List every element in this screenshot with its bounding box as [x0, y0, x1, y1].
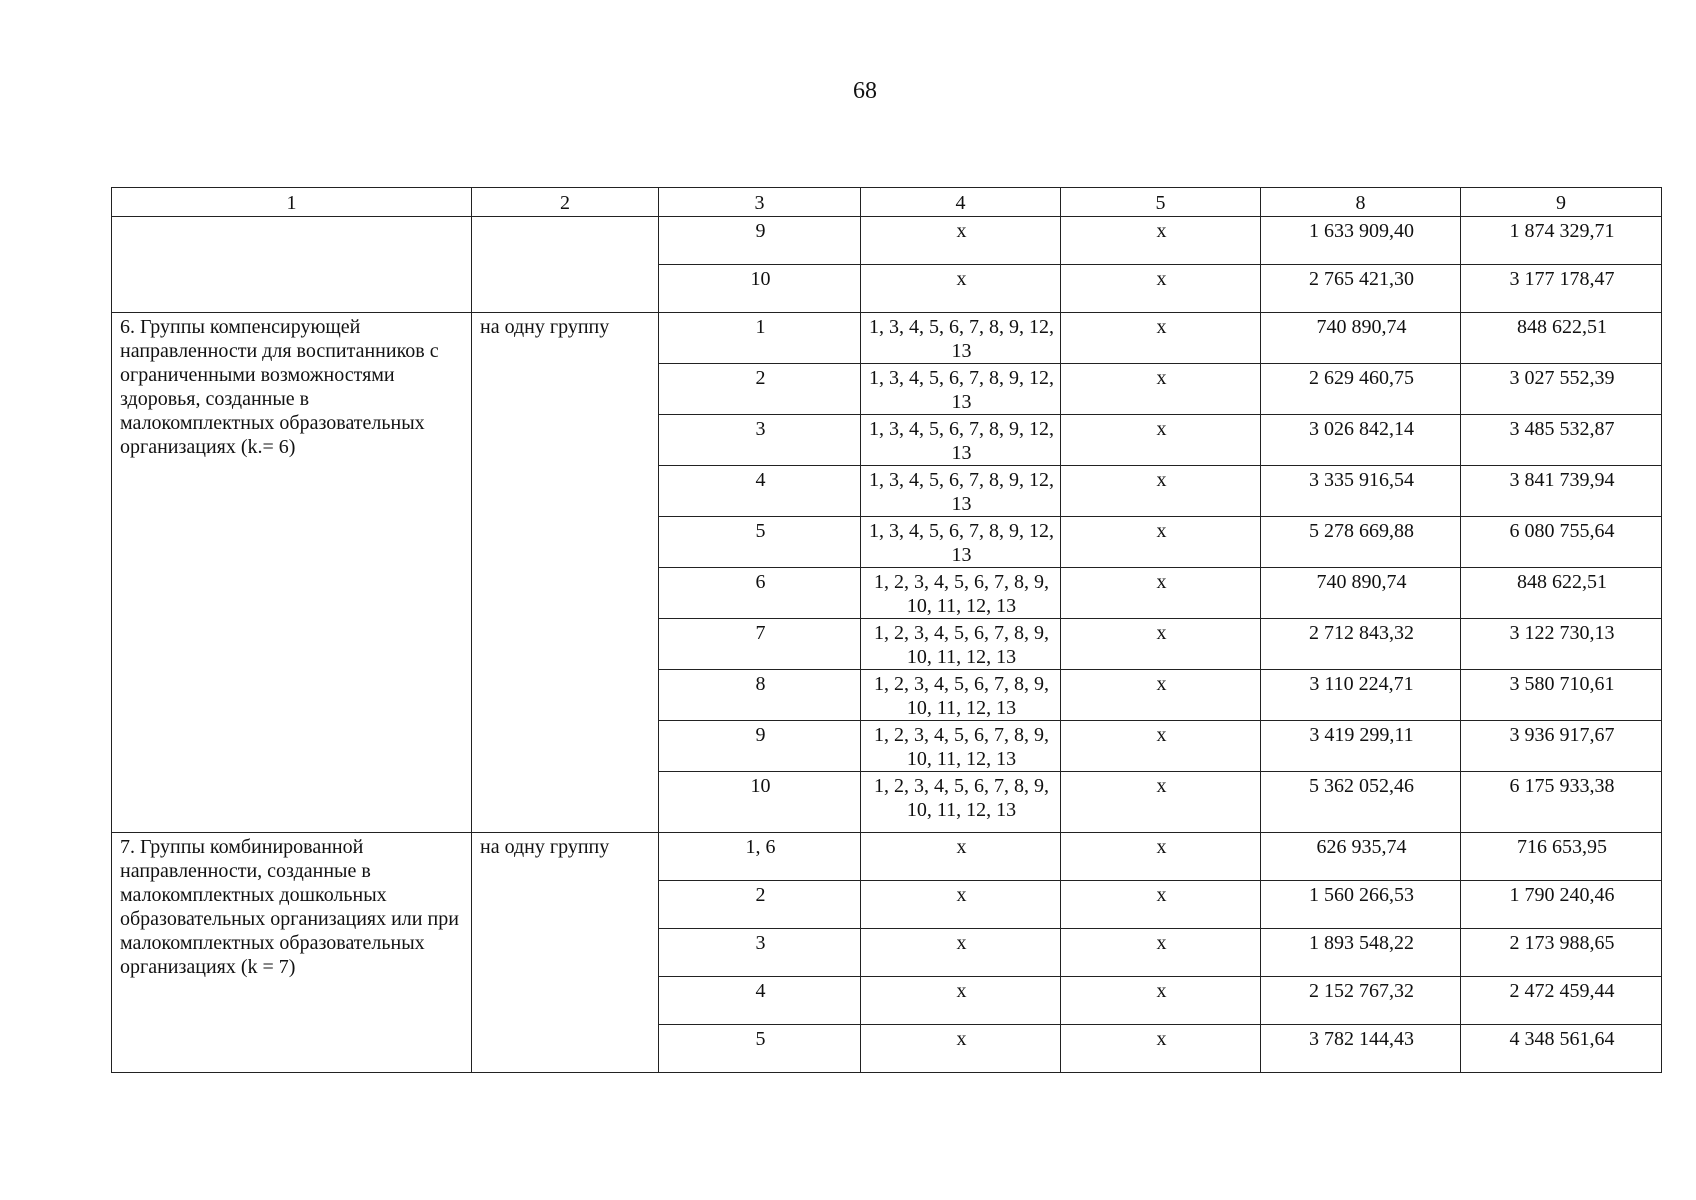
cell-col3: 5 — [659, 517, 861, 568]
cell-col8: 740 890,74 — [1261, 568, 1461, 619]
cell-col4: 1, 3, 4, 5, 6, 7, 8, 9, 12, 13 — [861, 517, 1061, 568]
group-name-cell: 7. Группы комбинированной направленности, созданные в малокомплектных дошкольных образовательных организациях или при малокомплектных образовательных организациях (k = 7) — [112, 833, 472, 1073]
cell-col4: x — [861, 929, 1061, 977]
cell-col8: 1 560 266,53 — [1261, 881, 1461, 929]
cell-col4: x — [861, 217, 1061, 265]
column-header: 3 — [659, 188, 861, 217]
cell-col5: x — [1061, 929, 1261, 977]
cell-col5: x — [1061, 977, 1261, 1025]
cell-col8: 2 712 843,32 — [1261, 619, 1461, 670]
cell-col8: 2 765 421,30 — [1261, 265, 1461, 313]
column-header: 4 — [861, 188, 1061, 217]
page-number: 68 — [853, 78, 877, 104]
cell-col9: 2 173 988,65 — [1461, 929, 1662, 977]
cell-col8: 2 629 460,75 — [1261, 364, 1461, 415]
column-header: 2 — [472, 188, 659, 217]
cell-col4: 1, 2, 3, 4, 5, 6, 7, 8, 9, 10, 11, 12, 13 — [861, 772, 1061, 833]
cell-col8: 3 110 224,71 — [1261, 670, 1461, 721]
cell-col3: 9 — [659, 217, 861, 265]
cell-col9: 3 485 532,87 — [1461, 415, 1662, 466]
cell-col3: 9 — [659, 721, 861, 772]
cell-col9: 4 348 561,64 — [1461, 1025, 1662, 1073]
group-name-cell: 6. Группы компенсирующей направленности для воспитанников с ограниченными возможностями здоровья, созданные в малокомплектных образовательных организациях (k.= 6) — [112, 313, 472, 833]
cell-col5: x — [1061, 217, 1261, 265]
group-name-cell — [112, 217, 472, 313]
cell-col3: 3 — [659, 415, 861, 466]
cell-col4: x — [861, 881, 1061, 929]
table-row — [112, 313, 1662, 364]
cell-col5: x — [1061, 721, 1261, 772]
cell-col3: 4 — [659, 977, 861, 1025]
column-header: 5 — [1061, 188, 1261, 217]
cell-col5: x — [1061, 1025, 1261, 1073]
group-unit-cell: на одну группу — [472, 313, 659, 833]
cell-col9: 3 027 552,39 — [1461, 364, 1662, 415]
table-row — [112, 217, 1662, 265]
cell-col8: 1 893 548,22 — [1261, 929, 1461, 977]
cell-col4: 1, 2, 3, 4, 5, 6, 7, 8, 9, 10, 11, 12, 13 — [861, 568, 1061, 619]
cell-col9: 3 841 739,94 — [1461, 466, 1662, 517]
cell-col5: x — [1061, 466, 1261, 517]
cell-col8: 3 335 916,54 — [1261, 466, 1461, 517]
cell-col5: x — [1061, 881, 1261, 929]
cell-col4: 1, 3, 4, 5, 6, 7, 8, 9, 12, 13 — [861, 364, 1061, 415]
group-unit-cell — [472, 217, 659, 313]
cell-col4: 1, 2, 3, 4, 5, 6, 7, 8, 9, 10, 11, 12, 13 — [861, 721, 1061, 772]
cell-col5: x — [1061, 772, 1261, 833]
cell-col8: 2 152 767,32 — [1261, 977, 1461, 1025]
cell-col8: 5 362 052,46 — [1261, 772, 1461, 833]
cell-col9: 1 790 240,46 — [1461, 881, 1662, 929]
column-header: 9 — [1461, 188, 1662, 217]
cell-col9: 848 622,51 — [1461, 313, 1662, 364]
data-table — [111, 187, 1662, 1073]
cell-col4: x — [861, 833, 1061, 881]
cell-col5: x — [1061, 568, 1261, 619]
cell-col3: 6 — [659, 568, 861, 619]
cell-col4: 1, 3, 4, 5, 6, 7, 8, 9, 12, 13 — [861, 313, 1061, 364]
cell-col3: 5 — [659, 1025, 861, 1073]
cell-col3: 7 — [659, 619, 861, 670]
cell-col9: 3 122 730,13 — [1461, 619, 1662, 670]
cell-col4: 1, 2, 3, 4, 5, 6, 7, 8, 9, 10, 11, 12, 13 — [861, 619, 1061, 670]
cell-col3: 2 — [659, 364, 861, 415]
cell-col4: x — [861, 265, 1061, 313]
cell-col8: 5 278 669,88 — [1261, 517, 1461, 568]
cell-col3: 10 — [659, 265, 861, 313]
cell-col9: 3 177 178,47 — [1461, 265, 1662, 313]
cell-col5: x — [1061, 364, 1261, 415]
cell-col9: 2 472 459,44 — [1461, 977, 1662, 1025]
cell-col5: x — [1061, 265, 1261, 313]
cell-col3: 10 — [659, 772, 861, 833]
cell-col9: 3 936 917,67 — [1461, 721, 1662, 772]
cell-col5: x — [1061, 313, 1261, 364]
column-header: 1 — [112, 188, 472, 217]
cell-col4: 1, 2, 3, 4, 5, 6, 7, 8, 9, 10, 11, 12, 13 — [861, 670, 1061, 721]
cell-col8: 1 633 909,40 — [1261, 217, 1461, 265]
cell-col8: 3 419 299,11 — [1261, 721, 1461, 772]
cell-col9: 6 080 755,64 — [1461, 517, 1662, 568]
cell-col9: 1 874 329,71 — [1461, 217, 1662, 265]
cell-col9: 6 175 933,38 — [1461, 772, 1662, 833]
cell-col5: x — [1061, 619, 1261, 670]
header-row — [112, 188, 1662, 217]
cell-col4: x — [861, 977, 1061, 1025]
cell-col8: 3 026 842,14 — [1261, 415, 1461, 466]
cell-col3: 1 — [659, 313, 861, 364]
cell-col3: 2 — [659, 881, 861, 929]
cell-col3: 8 — [659, 670, 861, 721]
table-row — [112, 833, 1662, 881]
cell-col5: x — [1061, 415, 1261, 466]
cell-col5: x — [1061, 670, 1261, 721]
cell-col9: 716 653,95 — [1461, 833, 1662, 881]
cell-col8: 3 782 144,43 — [1261, 1025, 1461, 1073]
group-unit-cell: на одну группу — [472, 833, 659, 1073]
cell-col3: 3 — [659, 929, 861, 977]
cell-col4: 1, 3, 4, 5, 6, 7, 8, 9, 12, 13 — [861, 466, 1061, 517]
cell-col9: 848 622,51 — [1461, 568, 1662, 619]
column-header: 8 — [1261, 188, 1461, 217]
cell-col3: 1, 6 — [659, 833, 861, 881]
cell-col4: 1, 3, 4, 5, 6, 7, 8, 9, 12, 13 — [861, 415, 1061, 466]
cell-col5: x — [1061, 833, 1261, 881]
cell-col8: 740 890,74 — [1261, 313, 1461, 364]
cell-col8: 626 935,74 — [1261, 833, 1461, 881]
cell-col5: x — [1061, 517, 1261, 568]
cell-col4: x — [861, 1025, 1061, 1073]
cell-col9: 3 580 710,61 — [1461, 670, 1662, 721]
cell-col3: 4 — [659, 466, 861, 517]
